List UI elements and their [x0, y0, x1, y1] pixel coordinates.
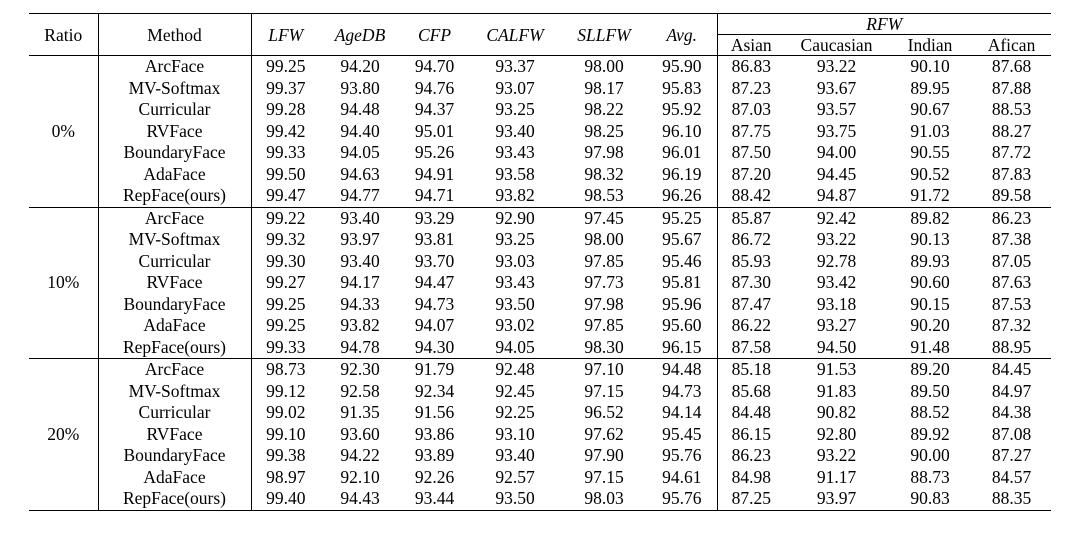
value-cell: 99.32 [266, 229, 306, 249]
value-cell: 96.19 [662, 163, 702, 184]
value-cell: 95.92 [662, 99, 702, 119]
table-row [29, 402, 1051, 424]
value-cell: 92.78 [816, 250, 857, 271]
value-cell: 87.47 [717, 294, 785, 316]
value-cell: 90.60 [910, 272, 950, 292]
value-cell: 92.42 [816, 207, 857, 228]
value-cell: 94.33 [340, 293, 380, 314]
table-row [29, 164, 1051, 186]
rfw-indian-header: Indian [907, 35, 953, 55]
table-row [29, 121, 1051, 143]
value-cell: 92.80 [816, 423, 857, 444]
value-cell: 96.01 [662, 142, 702, 162]
value-cell: 87.23 [717, 78, 785, 100]
value-cell: 93.81 [414, 229, 455, 249]
value-cell: 95.67 [662, 229, 702, 249]
value-cell: 87.20 [717, 164, 785, 186]
sllfw-header: SLLFW [577, 24, 631, 45]
value-cell: 98.32 [584, 163, 624, 184]
value-cell: 87.27 [991, 445, 1032, 465]
table-header [29, 14, 1051, 56]
value-cell: 92.25 [495, 402, 535, 422]
value-cell: 95.46 [662, 250, 702, 271]
value-cell: 88.95 [991, 336, 1032, 357]
ratio-cell: 20% [29, 359, 98, 511]
value-cell: 94.14 [662, 402, 702, 422]
value-cell: 94.30 [414, 336, 455, 357]
table-body [29, 56, 1051, 511]
value-cell: 95.83 [662, 77, 702, 98]
value-cell: 99.10 [266, 423, 306, 444]
value-cell: 99.42 [266, 120, 306, 141]
value-cell: 94.47 [414, 272, 455, 292]
value-cell: 91.56 [414, 402, 455, 422]
value-cell: 87.25 [717, 488, 785, 510]
value-cell: 94.77 [340, 185, 380, 205]
rfw-header: RFW [717, 14, 1051, 35]
value-cell: 93.89 [414, 445, 455, 465]
value-cell: 94.45 [816, 163, 857, 184]
value-cell: 94.05 [495, 336, 535, 357]
table-row [29, 359, 1051, 381]
table-row [29, 78, 1051, 100]
value-cell: 94.17 [340, 272, 380, 292]
value-cell: 84.45 [991, 359, 1032, 379]
value-cell: 87.32 [991, 315, 1032, 335]
table-row [29, 229, 1051, 251]
value-cell: 97.15 [584, 466, 624, 487]
agedb-header: AgeDB [334, 24, 386, 45]
value-cell: 87.63 [991, 272, 1032, 292]
value-cell: 94.05 [340, 142, 380, 162]
method-cell: RVFace [98, 272, 251, 294]
value-cell: 93.75 [816, 120, 857, 141]
value-cell: 93.40 [340, 250, 380, 271]
value-cell: 95.90 [662, 56, 702, 76]
value-cell: 86.72 [717, 229, 785, 251]
table-row [29, 207, 1051, 229]
method-cell: RepFace(ours) [98, 185, 251, 207]
method-cell: RVFace [98, 121, 251, 143]
value-cell: 88.27 [991, 120, 1032, 141]
value-cell: 93.18 [816, 293, 857, 314]
value-cell: 97.85 [584, 315, 624, 335]
value-cell: 95.81 [662, 272, 702, 292]
value-cell: 94.50 [816, 336, 857, 357]
value-cell: 93.82 [495, 185, 535, 205]
value-cell: 91.83 [816, 380, 857, 401]
value-cell: 90.82 [816, 402, 857, 422]
value-cell: 87.50 [717, 142, 785, 164]
value-cell: 94.91 [414, 163, 455, 184]
value-cell: 91.35 [340, 402, 380, 422]
value-cell: 92.57 [495, 466, 535, 487]
value-cell: 85.87 [717, 207, 785, 229]
value-cell: 94.37 [414, 99, 455, 119]
value-cell: 92.45 [495, 380, 535, 401]
value-cell: 99.50 [266, 163, 306, 184]
value-cell: 87.68 [991, 56, 1032, 76]
value-cell: 91.72 [910, 185, 950, 205]
value-cell: 90.55 [910, 142, 950, 162]
value-cell: 88.53 [991, 99, 1032, 119]
value-cell: 87.75 [717, 121, 785, 143]
value-cell: 93.60 [340, 423, 380, 444]
value-cell: 89.93 [910, 250, 950, 271]
value-cell: 86.83 [717, 56, 785, 78]
value-cell: 95.60 [662, 315, 702, 335]
value-cell: 93.40 [495, 445, 535, 465]
table-row [29, 294, 1051, 316]
value-cell: 92.30 [340, 359, 380, 379]
value-cell: 94.76 [414, 77, 455, 98]
table-row [29, 99, 1051, 121]
value-cell: 98.30 [584, 336, 624, 357]
value-cell: 94.20 [340, 56, 380, 76]
value-cell: 87.88 [991, 77, 1032, 98]
value-cell: 98.97 [266, 466, 306, 487]
method-cell: AdaFace [98, 164, 251, 186]
value-cell: 93.97 [340, 229, 380, 249]
value-cell: 95.01 [414, 120, 455, 141]
value-cell: 93.10 [495, 423, 535, 444]
method-cell: MV-Softmax [98, 78, 251, 100]
value-cell: 97.62 [584, 423, 624, 444]
table-row [29, 251, 1051, 273]
calfw-header: CALFW [486, 24, 544, 45]
value-cell: 93.50 [495, 293, 535, 314]
value-cell: 97.98 [584, 293, 624, 314]
value-cell: 93.22 [816, 445, 857, 465]
value-cell: 95.76 [662, 488, 702, 508]
method-cell: RVFace [98, 424, 251, 446]
table-row [29, 445, 1051, 467]
value-cell: 87.53 [991, 293, 1032, 314]
value-cell: 87.58 [717, 337, 785, 359]
value-cell: 90.67 [910, 99, 950, 119]
value-cell: 84.48 [717, 402, 785, 424]
value-cell: 93.57 [816, 99, 857, 119]
value-cell: 87.30 [717, 272, 785, 294]
value-cell: 99.02 [266, 402, 306, 422]
value-cell: 94.22 [340, 445, 380, 465]
value-cell: 91.03 [910, 120, 950, 141]
value-cell: 99.25 [266, 315, 306, 335]
value-cell: 93.97 [816, 488, 857, 508]
value-cell: 94.43 [340, 488, 380, 508]
value-cell: 93.29 [414, 207, 455, 228]
value-cell: 94.73 [414, 293, 455, 314]
value-cell: 84.98 [717, 467, 785, 489]
table-row [29, 337, 1051, 359]
value-cell: 94.07 [414, 315, 455, 335]
value-cell: 94.71 [414, 185, 455, 205]
method-cell: BoundaryFace [98, 142, 251, 164]
table-row [29, 315, 1051, 337]
table-row [29, 467, 1051, 489]
value-cell: 89.82 [910, 207, 950, 228]
value-cell: 98.22 [584, 99, 624, 119]
results-table [29, 13, 1051, 511]
value-cell: 93.82 [340, 315, 380, 335]
value-cell: 85.93 [717, 251, 785, 273]
table-row [29, 424, 1051, 446]
value-cell: 98.00 [584, 56, 624, 76]
table-row [29, 381, 1051, 403]
value-cell: 93.58 [495, 163, 535, 184]
method-cell: ArcFace [98, 359, 251, 381]
value-cell: 99.33 [266, 336, 306, 357]
value-cell: 84.97 [991, 380, 1032, 401]
ratio-header: Ratio [29, 14, 98, 56]
value-cell: 96.15 [662, 336, 702, 357]
value-cell: 97.10 [584, 359, 624, 379]
rfw-caucasian-header: Caucasian [800, 35, 873, 55]
value-cell: 99.40 [266, 488, 306, 508]
method-cell: AdaFace [98, 315, 251, 337]
value-cell: 88.73 [910, 466, 950, 487]
table-row [29, 185, 1051, 207]
rfw-asian-header: Asian [717, 35, 785, 56]
value-cell: 93.43 [495, 272, 535, 292]
value-cell: 97.85 [584, 250, 624, 271]
table-row [29, 488, 1051, 510]
value-cell: 87.03 [717, 99, 785, 121]
value-cell: 93.07 [495, 77, 535, 98]
value-cell: 92.10 [340, 466, 380, 487]
value-cell: 89.92 [910, 423, 950, 444]
value-cell: 88.35 [991, 488, 1032, 508]
value-cell: 93.25 [495, 99, 535, 119]
value-cell: 93.50 [495, 488, 535, 508]
value-cell: 93.40 [340, 207, 380, 228]
method-cell: ArcFace [98, 56, 251, 78]
value-cell: 91.79 [414, 359, 455, 379]
value-cell: 99.47 [266, 185, 306, 205]
value-cell: 85.68 [717, 381, 785, 403]
value-cell: 87.05 [991, 250, 1032, 271]
value-cell: 93.70 [414, 250, 455, 271]
value-cell: 94.61 [662, 466, 702, 487]
value-cell: 99.22 [266, 207, 306, 228]
value-cell: 98.25 [584, 120, 624, 141]
value-cell: 98.00 [584, 229, 624, 249]
method-cell: Curricular [98, 402, 251, 424]
value-cell: 87.38 [991, 229, 1032, 249]
value-cell: 93.37 [495, 56, 535, 76]
method-cell: ArcFace [98, 207, 251, 229]
value-cell: 95.45 [662, 423, 702, 444]
value-cell: 93.22 [816, 56, 857, 76]
value-cell: 98.17 [584, 77, 624, 98]
value-cell: 89.50 [910, 380, 950, 401]
value-cell: 93.44 [414, 488, 455, 508]
value-cell: 84.38 [991, 402, 1032, 422]
value-cell: 93.42 [816, 272, 857, 292]
method-cell: AdaFace [98, 467, 251, 489]
value-cell: 99.28 [266, 99, 306, 119]
value-cell: 93.22 [816, 229, 857, 249]
value-cell: 98.73 [266, 359, 306, 379]
value-cell: 93.80 [340, 77, 380, 98]
value-cell: 99.37 [266, 77, 306, 98]
value-cell: 89.95 [910, 77, 950, 98]
value-cell: 84.57 [991, 466, 1032, 487]
value-cell: 86.15 [717, 424, 785, 446]
value-cell: 86.22 [717, 315, 785, 337]
value-cell: 92.26 [414, 466, 455, 487]
value-cell: 90.20 [910, 315, 950, 335]
value-cell: 86.23 [991, 207, 1032, 228]
value-cell: 94.70 [414, 56, 455, 76]
ratio-cell: 10% [29, 207, 98, 359]
value-cell: 87.08 [991, 423, 1032, 444]
method-header: Method [98, 14, 251, 56]
value-cell: 88.42 [717, 185, 785, 207]
method-cell: RepFace(ours) [98, 337, 251, 359]
value-cell: 92.48 [495, 359, 535, 379]
value-cell: 99.12 [266, 380, 306, 401]
value-cell: 99.25 [266, 56, 306, 76]
value-cell: 85.18 [717, 359, 785, 381]
value-cell: 94.40 [340, 120, 380, 141]
value-cell: 94.73 [662, 380, 702, 401]
value-cell: 94.00 [816, 142, 857, 162]
value-cell: 86.23 [717, 445, 785, 467]
value-cell: 92.34 [414, 380, 455, 401]
table-row [29, 142, 1051, 164]
value-cell: 88.52 [910, 402, 950, 422]
value-cell: 90.15 [910, 293, 950, 314]
value-cell: 95.96 [662, 293, 702, 314]
value-cell: 91.53 [816, 359, 857, 379]
value-cell: 94.78 [340, 336, 380, 357]
value-cell: 90.52 [910, 163, 950, 184]
value-cell: 97.98 [584, 142, 624, 162]
avg-header: Avg. [666, 24, 698, 45]
value-cell: 94.48 [662, 359, 702, 379]
value-cell: 90.00 [910, 445, 950, 465]
value-cell: 94.48 [340, 99, 380, 119]
value-cell: 97.73 [584, 272, 624, 292]
ratio-cell: 0% [29, 56, 98, 208]
value-cell: 87.83 [991, 163, 1032, 184]
value-cell: 99.27 [266, 272, 306, 292]
value-cell: 98.53 [584, 185, 624, 205]
value-cell: 93.03 [495, 250, 535, 271]
value-cell: 99.25 [266, 293, 306, 314]
value-cell: 96.10 [662, 120, 702, 141]
value-cell: 94.63 [340, 163, 380, 184]
table-row [29, 272, 1051, 294]
value-cell: 93.25 [495, 229, 535, 249]
rfw-african-header: Afican [987, 35, 1036, 55]
value-cell: 96.26 [662, 185, 702, 205]
value-cell: 97.15 [584, 380, 624, 401]
value-cell: 95.76 [662, 445, 702, 465]
value-cell: 93.40 [495, 120, 535, 141]
method-cell: Curricular [98, 99, 251, 121]
lfw-header: LFW [268, 24, 304, 45]
value-cell: 99.38 [266, 445, 306, 465]
value-cell: 93.27 [816, 315, 857, 335]
value-cell: 92.58 [340, 380, 380, 401]
value-cell: 96.52 [584, 402, 624, 422]
value-cell: 92.90 [495, 207, 535, 228]
value-cell: 97.45 [584, 207, 624, 228]
value-cell: 89.20 [910, 359, 950, 379]
value-cell: 94.87 [816, 185, 857, 205]
method-cell: BoundaryFace [98, 294, 251, 316]
value-cell: 97.90 [584, 445, 624, 465]
value-cell: 93.02 [495, 315, 535, 335]
value-cell: 93.67 [816, 77, 857, 98]
value-cell: 91.48 [910, 336, 950, 357]
value-cell: 95.25 [662, 207, 702, 228]
value-cell: 90.13 [910, 229, 950, 249]
value-cell: 93.43 [495, 142, 535, 162]
value-cell: 90.83 [910, 488, 950, 508]
header-row-1 [29, 14, 1051, 35]
value-cell: 89.58 [991, 185, 1032, 205]
value-cell: 91.17 [816, 466, 857, 487]
method-cell: RepFace(ours) [98, 488, 251, 510]
value-cell: 98.03 [584, 488, 624, 508]
value-cell: 95.26 [414, 142, 455, 162]
cfp-header: CFP [417, 24, 452, 45]
method-cell: MV-Softmax [98, 229, 251, 251]
method-cell: BoundaryFace [98, 445, 251, 467]
value-cell: 87.72 [991, 142, 1032, 162]
value-cell: 99.33 [266, 142, 306, 162]
method-cell: MV-Softmax [98, 381, 251, 403]
value-cell: 93.86 [414, 423, 455, 444]
value-cell: 99.30 [266, 250, 306, 271]
table-row [29, 56, 1051, 78]
method-cell: Curricular [98, 251, 251, 273]
value-cell: 90.10 [910, 56, 950, 76]
